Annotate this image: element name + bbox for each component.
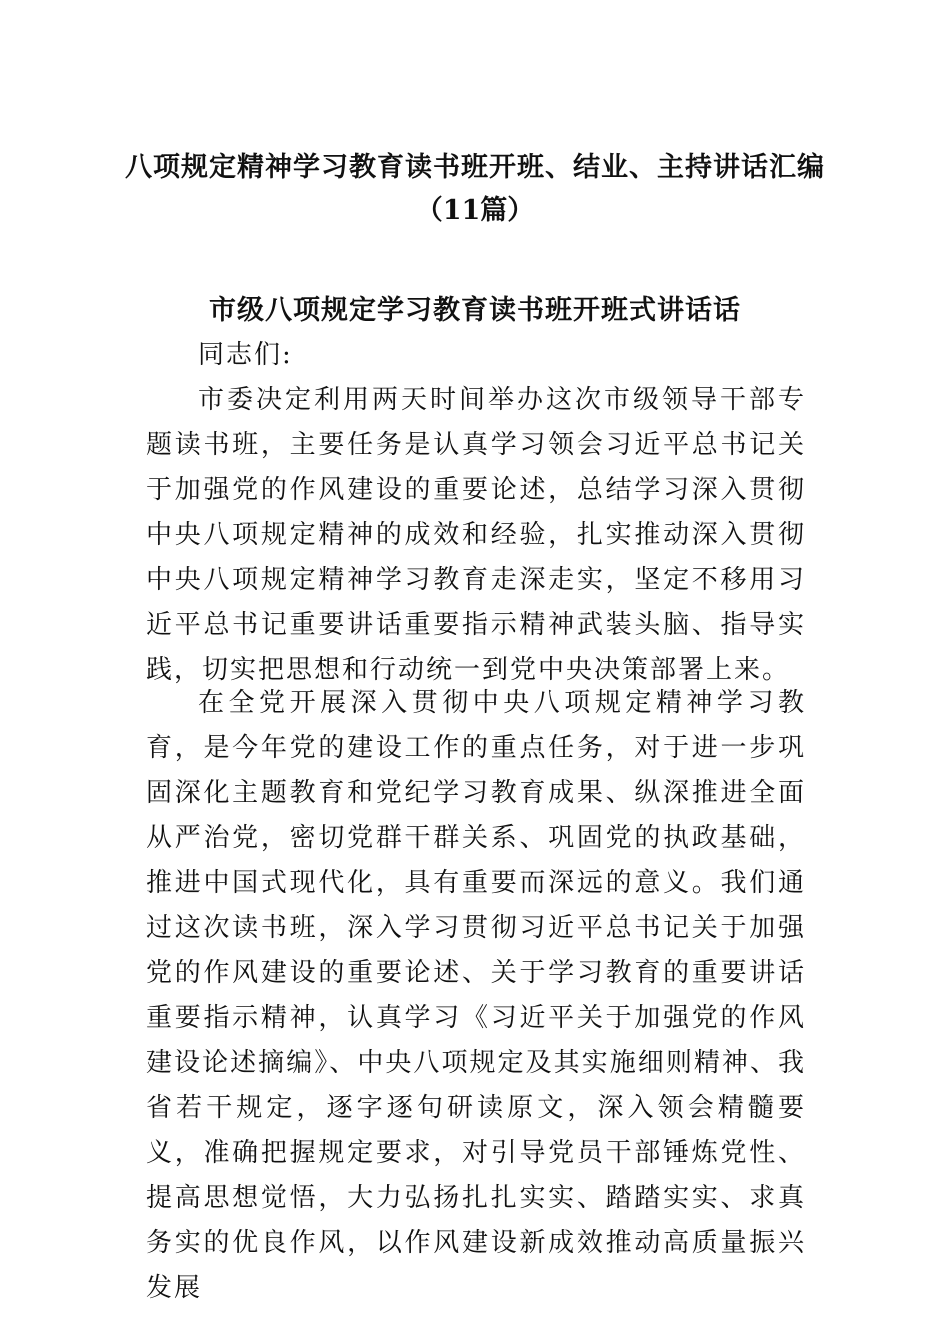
section-title: 市级八项规定学习教育读书班开班式讲话话	[209, 295, 741, 326]
document-sub-title: （11篇）	[415, 195, 535, 226]
salutation-text: 同志们:	[198, 340, 293, 370]
paragraph-text: 在全党开展深入贯彻中央八项规定精神学习教育，是今年党的建设工作的重点任务，对于进一步巩固深化主题教育和党纪学习教育成果、纵深推进全面从严治党，密切党群干群关系、巩固党的执政基础，推进中国式现代化，具有重要而深远的意义。我们通过这次读书班，深入学习贯彻习近平总书记关于加强党的作风建设的重要论述、关于学习教育的重要讲话重要指示精神，认真学习《习近平关于加强党的作风建设论述摘编》、中央八项规定及其实施细则精神、我省若干规定，逐字逐句研读原文，深入领会精髓要义，准确把握规定要求，对引导党员干部锤炼党性、提高思想觉悟，大力弘扬扎扎实实、踏踏实实、求真务实的优良作风，以作风建设新成效推动高质量振兴发展	[146, 688, 806, 1303]
body-paragraph-2	[146, 681, 806, 1311]
document-main-title: 八项规定精神学习教育读书班开班、结业、主持讲话汇编	[125, 152, 825, 183]
paragraph-text: 市委决定利用两天时间举办这次市级领导干部专题读书班，主要任务是认真学习领会习近平总书记关于加强党的作风建设的重要论述，总结学习深入贯彻中央八项规定精神的成效和经验，扎实推动深入贯彻中央八项规定精神学习教育走深走实，坚定不移用习近平总书记重要讲话重要指示精神武装头脑、指导实践，切实把思想和行动统一到党中央决策部署上来。	[146, 385, 806, 685]
body-paragraph-1	[146, 378, 806, 693]
salutation	[146, 333, 806, 378]
